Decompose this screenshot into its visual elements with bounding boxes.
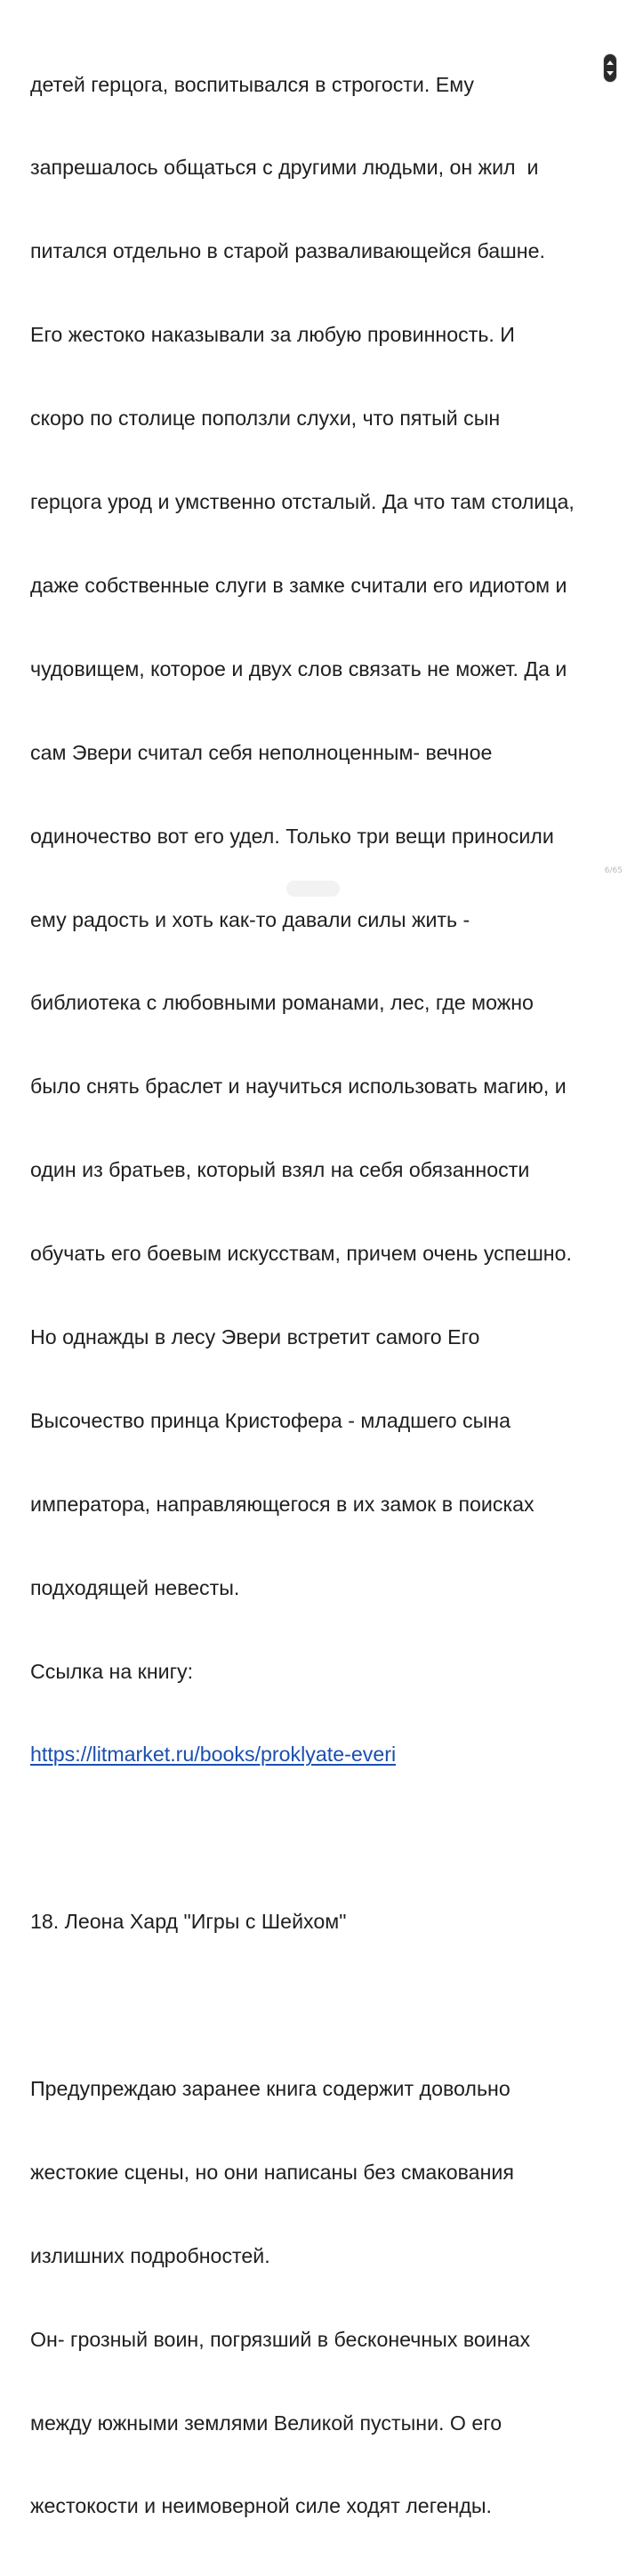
text-line: скоро по столице поползли слухи, что пятый сын xyxy=(30,407,501,431)
text-line: жестокости и неимоверной силе ходят легенды. xyxy=(30,2494,492,2518)
page-indicator: 6/65 xyxy=(604,866,623,875)
text-line: между южными землями Великой пустыни. О его xyxy=(30,2411,502,2435)
text-line: один из братьев, который взял на себя обязанности xyxy=(30,1158,530,1182)
scroll-handle-icon[interactable] xyxy=(604,54,616,82)
scroll-up-arrow-icon xyxy=(607,60,614,65)
text-line: подходящей невесты. xyxy=(30,1575,240,1599)
book-link[interactable]: https://litmarket.ru/books/proklyate-everi xyxy=(30,1743,397,1767)
text-line: излишних подробностей. xyxy=(30,2243,270,2267)
text-line: обучать его боевым искусствам, причем очень успешно. xyxy=(30,1242,572,1266)
text-line: детей герцога, воспитывался в строгости. Ему xyxy=(30,72,475,96)
text-line: Предупреждаю заранее книга содержит довольно xyxy=(30,2076,510,2100)
text-line: герцога урод и умственно отсталый. Да что там столица, xyxy=(30,490,575,514)
navigation-handle[interactable] xyxy=(286,881,340,897)
text-line: сам Эвери считал себя неполноценным- вечное xyxy=(30,740,493,764)
scroll-down-arrow-icon xyxy=(607,71,614,76)
blank-line xyxy=(30,1824,599,1852)
text-line: Он- грозный воин, погрязший в бесконечных воинах xyxy=(30,2327,531,2351)
text-line: запрешалось общаться с другими людьми, он жил и xyxy=(30,156,539,180)
text-line: Высочество принца Кристофера - младшего сына xyxy=(30,1408,511,1432)
text-line: питался отдельно в старой разваливающейся башне. xyxy=(30,239,545,263)
text-line: библиотека с любовными романами, лес, где можно xyxy=(30,991,534,1015)
text-line: императора, направляющегося в их замок в поисках xyxy=(30,1492,535,1516)
text-line: Его жестоко наказывали за любую провинность. И xyxy=(30,323,515,347)
book-link-line xyxy=(30,1741,599,1768)
text-line: Но однажды в лесу Эвери встретит самого Его xyxy=(30,1324,480,1348)
book-heading: 18. Леона Хард "Игры с Шейхом" xyxy=(30,1910,347,1934)
text-line: жестокие сцены, но они написаны без смакования xyxy=(30,2160,514,2184)
link-caption: Ссылка на книгу: xyxy=(30,1659,194,1683)
text-line: одиночество вот его удел. Только три вещи приносили xyxy=(30,824,554,848)
blank-line xyxy=(30,1992,599,2019)
text-column xyxy=(30,15,599,2576)
text-line: было снять браслет и научиться использовать магию, и xyxy=(30,1075,567,1099)
text-line: ему радость и хоть как-то давали силы жить - xyxy=(30,907,470,931)
text-line: чудовищем, которое и двух слов связать не может. Да и xyxy=(30,656,567,680)
text-line: даже собственные слуги в замке считали его идиотом и xyxy=(30,573,567,597)
